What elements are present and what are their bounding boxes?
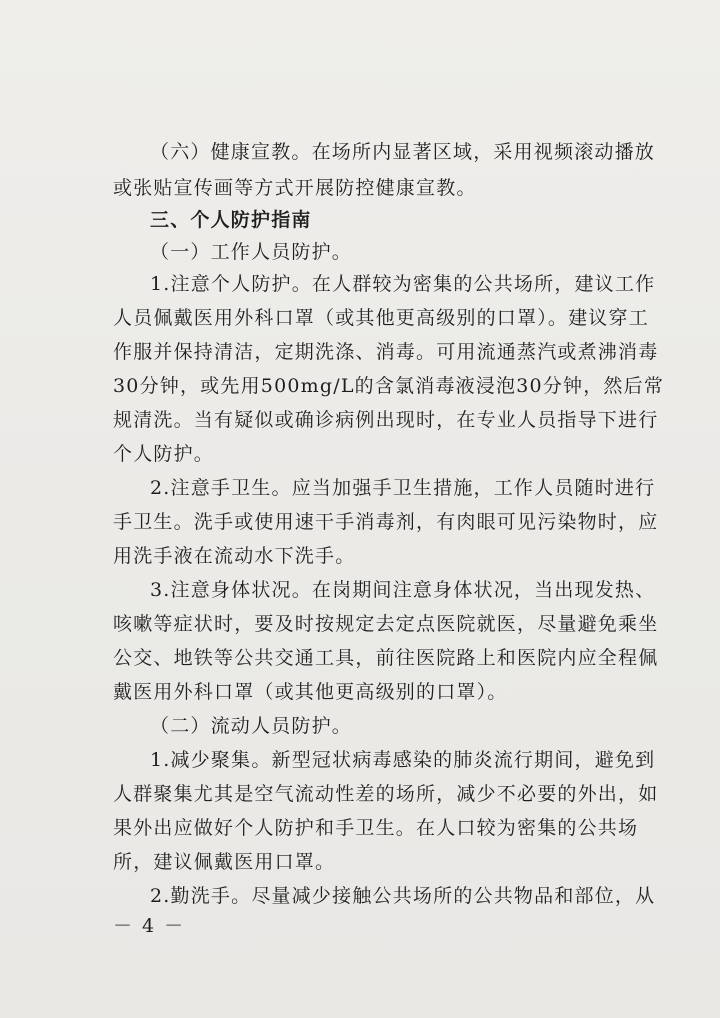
paragraph-reduce-gathering-line-1: 1.减少聚集。新型冠状病毒感染的肺炎流行期间，避免到 <box>150 749 656 771</box>
section-heading-personal-protection: 三、个人防护指南 <box>150 209 312 231</box>
paragraph-hand-hygiene-line-1: 2.注意手卫生。应当加强手卫生措施，工作人员随时进行 <box>150 477 656 499</box>
paragraph-reduce-gathering-line-4: 所，建议佩戴医用口罩。 <box>113 851 336 873</box>
paragraph-health-condition-line-3: 公交、地铁等公共交通工具，前往医院路上和医院内应全程佩 <box>113 647 659 669</box>
paragraph-personal-protection-line-5: 规清洗。当有疑似或确诊病例出现时，在专业人员指导下进行 <box>113 409 659 431</box>
paragraph-hand-hygiene-line-2: 手卫生。洗手或使用速干手消毒剂，有肉眼可见污染物时，应 <box>113 511 659 533</box>
paragraph-personal-protection-line-2: 人员佩戴医用外科口罩（或其他更高级别的口罩）。建议穿工 <box>113 307 649 329</box>
paragraph-health-condition-line-4: 戴医用外科口罩（或其他更高级别的口罩）。 <box>113 681 508 703</box>
paragraph-health-education-line-2: 或张贴宣传画等方式开展防控健康宣教。 <box>113 177 477 199</box>
paragraph-reduce-gathering-line-3: 果外出应做好个人防护和手卫生。在人口较为密集的公共场 <box>113 817 639 839</box>
paragraph-personal-protection-line-4: 30分钟，或先用500mg/L的含氯消毒液浸泡30分钟，然后常 <box>113 375 665 397</box>
paragraph-personal-protection-line-6: 个人防护。 <box>113 443 215 465</box>
paragraph-hand-hygiene-line-3: 用洗手液在流动水下洗手。 <box>113 545 356 567</box>
paragraph-personal-protection-line-3: 作服并保持清洁，定期洗涤、消毒。可用流通蒸汽或煮沸消毒 <box>113 341 659 363</box>
subsection-heading-staff-protection: （一）工作人员防护。 <box>150 241 353 263</box>
paragraph-health-condition-line-1: 3.注意身体状况。在岗期间注意身体状况，当出现发热、 <box>150 579 656 601</box>
paragraph-health-condition-line-2: 咳嗽等症状时，要及时按规定去定点医院就医，尽量避免乘坐 <box>113 613 659 635</box>
paragraph-wash-hands-line-1: 2.勤洗手。尽量减少接触公共场所的公共物品和部位，从 <box>150 885 656 907</box>
subsection-heading-mobile-protection: （二）流动人员防护。 <box>150 715 353 737</box>
paragraph-health-education-line-1: （六）健康宣教。在场所内显著区域，采用视频滚动播放 <box>150 141 656 163</box>
paragraph-personal-protection-line-1: 1.注意个人防护。在人群较为密集的公共场所，建议工作 <box>150 273 656 295</box>
page-number: － 4 － <box>113 915 186 937</box>
paragraph-reduce-gathering-line-2: 人群聚集尤其是空气流动性差的场所，减少不必要的外出，如 <box>113 783 659 805</box>
